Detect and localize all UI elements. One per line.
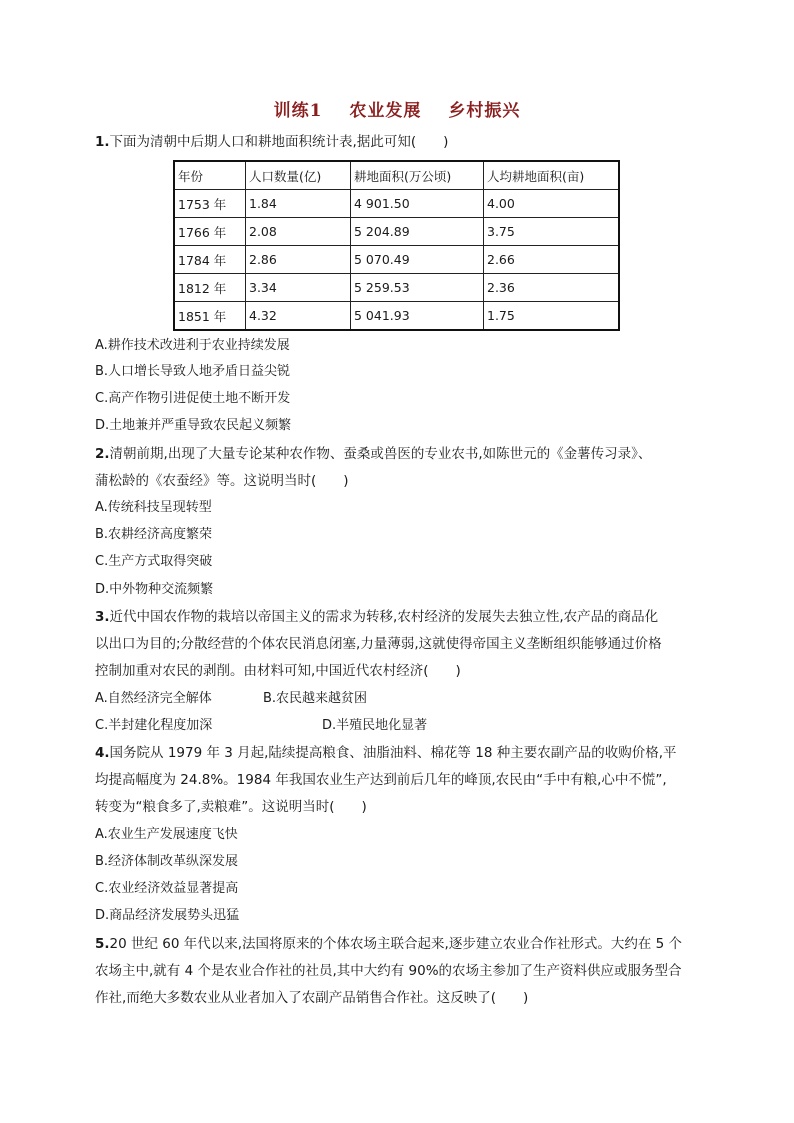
q2-number: 2. bbox=[95, 446, 110, 462]
table-cell: 1784 年 bbox=[174, 246, 246, 274]
table-header-cell: 人均耕地面积(亩) bbox=[484, 161, 620, 190]
table-cell: 4 901.50 bbox=[351, 190, 484, 218]
q3-stem-line-1 bbox=[95, 607, 658, 627]
q3-stem-line-2: 以出口为目的;分散经营的个体农民消息闭塞,力量薄弱,这就使得帝国主义垄断组织能够通过价格 bbox=[95, 636, 662, 652]
q1-stem-text: 下面为清朝中后期人口和耕地面积统计表,据此可知( ) bbox=[109, 134, 449, 150]
table-cell: 2.86 bbox=[246, 246, 351, 274]
table-cell: 1.84 bbox=[246, 190, 351, 218]
q1-option-d[interactable]: D.土地兼并严重导致农民起义频繁 bbox=[95, 418, 292, 433]
q1-option-a[interactable]: A.耕作技术改进利于农业持续发展 bbox=[95, 338, 290, 353]
title-part-2: 农业发展 bbox=[349, 101, 422, 121]
q4-stem-line-3: 转变为“粮食多了,卖粮难”。这说明当时( ) bbox=[95, 799, 367, 815]
table-row bbox=[174, 274, 619, 302]
table-header-cell: 人口数量(亿) bbox=[246, 161, 351, 190]
q4-stem-text-1: 国务院从 1979 年 3 月起,陆续提高粮食、油脂油料、棉花等 18 种主要农副产品的收购价格,平 bbox=[109, 745, 677, 761]
table-cell: 1753 年 bbox=[174, 190, 246, 218]
title-part-3: 乡村振兴 bbox=[448, 101, 521, 121]
table-cell: 5 259.53 bbox=[351, 274, 484, 302]
table-row bbox=[174, 190, 619, 218]
q4-option-a[interactable]: A.农业生产发展速度飞快 bbox=[95, 827, 238, 842]
table-cell: 1766 年 bbox=[174, 218, 246, 246]
q1-stem bbox=[95, 132, 448, 152]
table-cell: 3.75 bbox=[484, 218, 620, 246]
q5-stem-line-1 bbox=[95, 934, 682, 954]
q5-stem-text-1: 20 世纪 60 年代以来,法国将原来的个体农场主联合起来,逐步建立农业合作社形式。大约在 5 个 bbox=[109, 936, 683, 952]
title-part-1: 训练1 bbox=[273, 101, 323, 121]
q3-stem-text-1: 近代中国农作物的栽培以帝国主义的需求为转移,农村经济的发展失去独立性,农产品的商品化 bbox=[109, 609, 659, 625]
q4-stem-line-1 bbox=[95, 743, 676, 763]
q2-option-b[interactable]: B.农耕经济高度繁荣 bbox=[95, 527, 213, 542]
q1-option-b[interactable]: B.人口增长导致人地矛盾日益尖锐 bbox=[95, 364, 291, 379]
q2-option-c[interactable]: C.生产方式取得突破 bbox=[95, 554, 213, 569]
q4-option-c[interactable]: C.农业经济效益显著提高 bbox=[95, 881, 239, 896]
q2-stem-text-1: 清朝前期,出现了大量专论某种农作物、蚕桑或兽医的专业农书,如陈世元的《金薯传习录》、 bbox=[109, 446, 652, 462]
table-header-cell: 年份 bbox=[174, 161, 246, 190]
table-row bbox=[174, 302, 619, 331]
table-cell: 2.36 bbox=[484, 274, 620, 302]
table-cell: 1851 年 bbox=[174, 302, 246, 331]
table-cell: 4.32 bbox=[246, 302, 351, 331]
q3-option-a[interactable]: A.自然经济完全解体 bbox=[95, 691, 212, 706]
table-cell: 5 041.93 bbox=[351, 302, 484, 331]
q5-stem-line-3: 作社,而绝大多数农业从业者加入了农副产品销售合作社。这反映了( ) bbox=[95, 990, 529, 1006]
table-cell: 5 204.89 bbox=[351, 218, 484, 246]
q3-option-d[interactable]: D.半殖民地化显著 bbox=[322, 718, 428, 733]
q3-option-b[interactable]: B.农民越来越贫困 bbox=[263, 691, 368, 706]
table-cell: 4.00 bbox=[484, 190, 620, 218]
table-cell: 3.34 bbox=[246, 274, 351, 302]
q5-stem-line-2: 农场主中,就有 4 个是农业合作社的社员,其中大约有 90%的农场主参加了生产资料供应或服务型合 bbox=[95, 963, 682, 979]
q4-option-d[interactable]: D.商品经济发展势头迅猛 bbox=[95, 908, 240, 923]
q2-stem-line-2: 蒲松龄的《农蚕经》等。这说明当时( ) bbox=[95, 473, 349, 489]
table-cell: 1.75 bbox=[484, 302, 620, 331]
q2-option-a[interactable]: A.传统科技呈现转型 bbox=[95, 500, 212, 515]
q3-number: 3. bbox=[95, 609, 110, 625]
q2-option-d[interactable]: D.中外物种交流频繁 bbox=[95, 582, 214, 597]
table-cell: 5 070.49 bbox=[351, 246, 484, 274]
page-title bbox=[0, 96, 794, 121]
q1-number: 1. bbox=[95, 134, 110, 150]
q2-stem-line-1 bbox=[95, 444, 651, 464]
q3-stem-line-3: 控制加重对农民的剥削。由材料可知,中国近代农村经济( ) bbox=[95, 663, 461, 679]
table-cell: 2.08 bbox=[246, 218, 351, 246]
q1-option-c[interactable]: C.高产作物引进促使土地不断开发 bbox=[95, 391, 291, 406]
table-row bbox=[174, 218, 619, 246]
table-cell: 1812 年 bbox=[174, 274, 246, 302]
table-row bbox=[174, 246, 619, 274]
q4-option-b[interactable]: B.经济体制改革纵深发展 bbox=[95, 854, 239, 869]
q4-number: 4. bbox=[95, 745, 110, 761]
q3-option-c[interactable]: C.半封建化程度加深 bbox=[95, 718, 213, 733]
q5-number: 5. bbox=[95, 936, 110, 952]
q4-stem-line-2: 均提高幅度为 24.8%。1984 年我国农业生产达到前后几年的峰顶,农民由“手中有粮,心中不慌”, bbox=[95, 772, 667, 788]
table-header-row bbox=[174, 161, 619, 190]
population-table bbox=[173, 160, 620, 331]
table-header-cell: 耕地面积(万公顷) bbox=[351, 161, 484, 190]
table-cell: 2.66 bbox=[484, 246, 620, 274]
